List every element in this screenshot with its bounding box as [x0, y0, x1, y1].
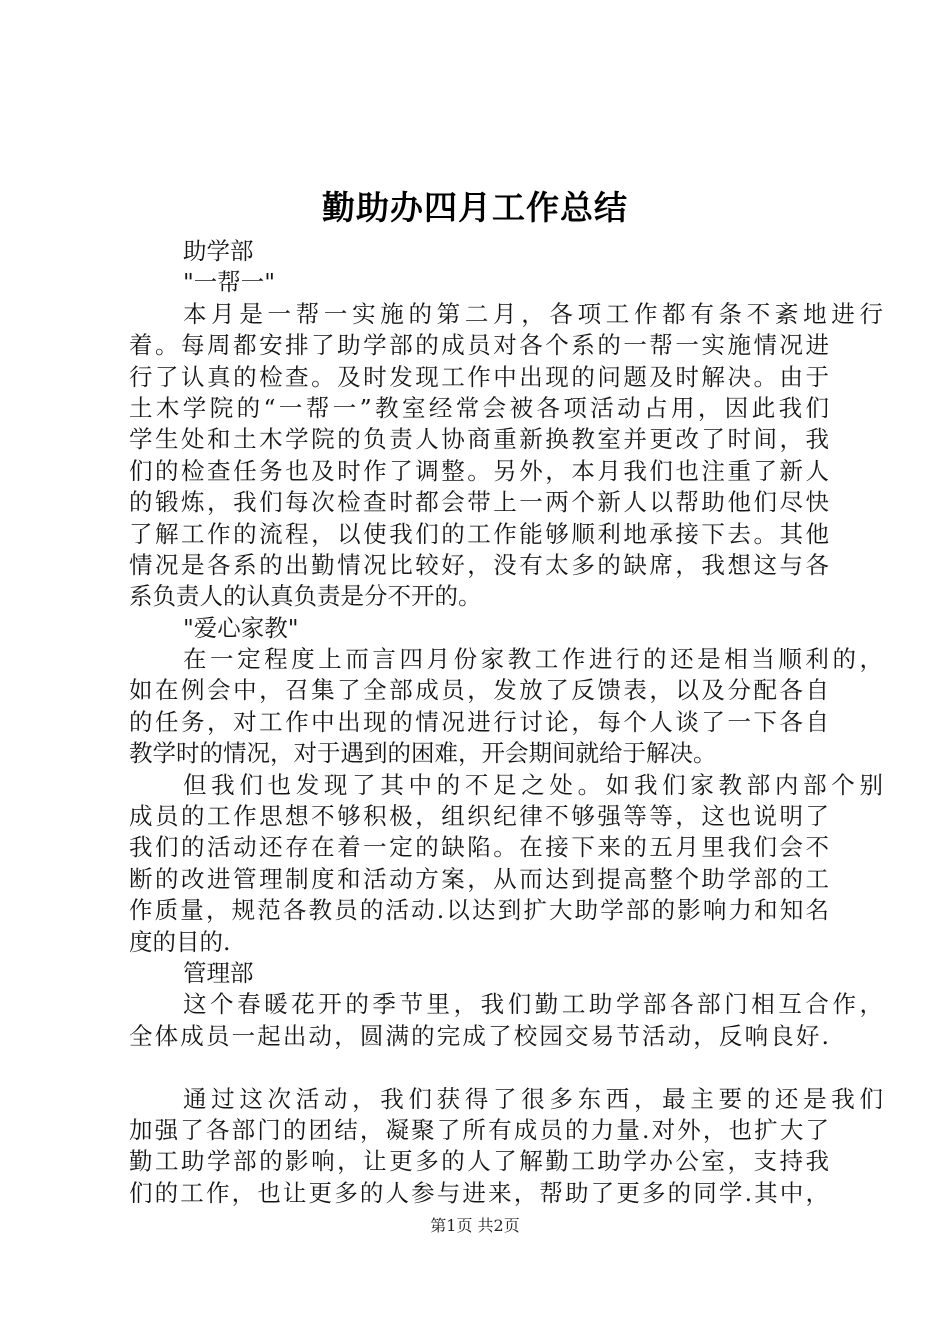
blank-line — [129, 1052, 829, 1083]
body-line: 如在例会中，召集了全部成员，发放了反馈表，以及分配各自 — [129, 676, 829, 705]
body-line: 学生处和土木学院的负责人协商重新换教室并更改了时间，我 — [129, 425, 829, 454]
body-line: 但我们也发现了其中的不足之处。如我们家教部内部个别 — [183, 770, 883, 799]
body-line: 着。每周都安排了助学部的成员对各个系的一帮一实施情况进 — [129, 331, 829, 360]
body-line: 加强了各部门的团结，凝聚了所有成员的力量.对外，也扩大了 — [129, 1115, 829, 1144]
body-line: 了解工作的流程，以使我们的工作能够顺利地承接下去。其他 — [129, 519, 829, 548]
body-line: 我们的活动还存在着一定的缺陷。在接下来的五月里我们会不 — [129, 833, 829, 862]
body-line: 们的工作，也让更多的人参与进来，帮助了更多的同学.其中， — [129, 1178, 829, 1207]
body-line: 断的改进管理制度和活动方案，从而达到提高整个助学部的工 — [129, 864, 829, 893]
body-line: 行了认真的检查。及时发现工作中出现的问题及时解决。由于 — [129, 362, 829, 391]
section-heading-zhuxuebu: 助学部 — [183, 237, 254, 265]
subsection-heading-yibangyi: "一帮一" — [183, 268, 276, 297]
section-heading-guanlibu: 管理部 — [183, 958, 254, 987]
body-line: 度的目的. — [129, 927, 231, 956]
body-line: 勤工助学部的影响，让更多的人了解勤工助学办公室，支持我 — [129, 1147, 829, 1176]
body-line: 教学时的情况，对于遇到的困难，开会期间就给于解决。 — [129, 739, 717, 768]
page-number-footer: 第1页 共2页 — [430, 1216, 520, 1235]
body-line: 成员的工作思想不够积极，组织纪律不够强等等，这也说明了 — [129, 802, 829, 831]
subsection-heading-aixinjiajiao: "爱心家教" — [183, 613, 299, 642]
document-title: 勤助办四月工作总结 — [322, 188, 628, 227]
body-line: 作质量，规范各教员的活动.以达到扩大助学部的影响力和知名 — [129, 896, 829, 925]
body-line: 全体成员一起出动，圆满的完成了校园交易节活动，反响良好. — [129, 1021, 829, 1050]
body-line: 情况是各系的出勤情况比较好，没有太多的缺席，我想这与各 — [129, 550, 829, 579]
document-body — [129, 236, 883, 1209]
body-line: 系负责人的认真负责是分不开的。 — [129, 582, 482, 611]
body-line: 们的检查任务也及时作了调整。另外，本月我们也注重了新人 — [129, 456, 829, 485]
body-line: 通过这次活动，我们获得了很多东西，最主要的还是我们 — [183, 1084, 883, 1113]
body-line: 的锻炼，我们每次检查时都会带上一两个新人以帮助他们尽快 — [129, 488, 829, 517]
body-line: 的任务，对工作中出现的情况进行讨论，每个人谈了一下各自 — [129, 707, 829, 736]
body-line: 在一定程度上而言四月份家教工作进行的还是相当顺利的， — [183, 645, 883, 674]
body-line: 土木学院的“一帮一”教室经常会被各项活动占用，因此我们 — [129, 393, 829, 422]
body-line: 本月是一帮一实施的第二月，各项工作都有条不紊地进行 — [183, 299, 883, 328]
body-line: 这个春暖花开的季节里，我们勤工助学部各部门相互合作， — [183, 990, 883, 1019]
